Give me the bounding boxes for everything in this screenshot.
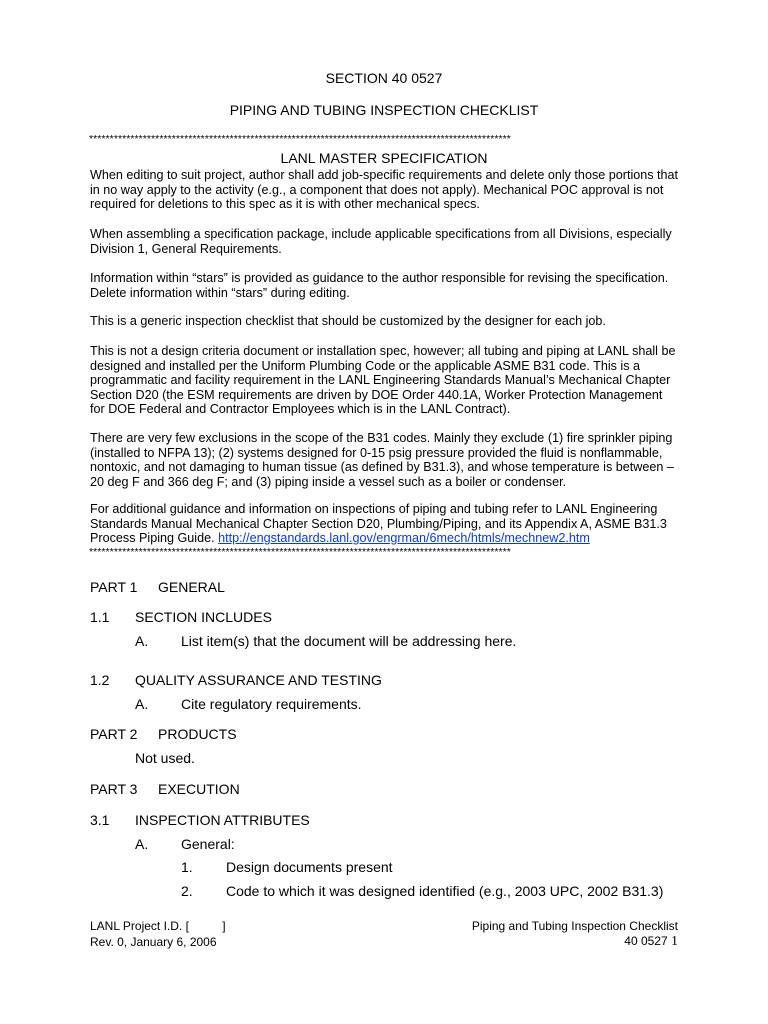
footer-revision: Rev. 0, January 6, 2006: [90, 935, 217, 949]
part-3-title: EXECUTION: [158, 781, 240, 797]
guidance-text: When assembling a specification package, include applicable specifications from all Divisions, especially Division 1, General Requirements.: [90, 227, 672, 256]
footer-project-id: LANL Project I.D. [ ]: [90, 919, 226, 933]
part-1-number: PART 1: [90, 579, 138, 595]
sub-item-text: Design documents present: [226, 859, 393, 875]
section-1-1-number: 1.1: [90, 609, 110, 625]
guidance-text: This is a generic inspection checklist that should be customized by the designer for each job.: [90, 314, 606, 328]
guidance-paragraph-2: [90, 227, 680, 256]
footer-doc-number-line: [624, 934, 678, 950]
item-letter: A.: [135, 633, 149, 649]
guidance-paragraph-7: [90, 502, 680, 546]
item-text: List item(s) that the document will be addressing here.: [181, 633, 517, 649]
guidance-paragraph-5: [90, 344, 680, 417]
part-2-text: Not used.: [135, 750, 195, 766]
sub-item-number: 1.: [181, 859, 193, 875]
sub-item-text: Code to which it was designed identified (e.g., 2003 UPC, 2002 B31.3): [226, 883, 664, 899]
guidance-paragraph-3: [90, 271, 680, 300]
section-1-1-title: SECTION INCLUDES: [135, 609, 272, 625]
footer-doc-title: Piping and Tubing Inspection Checklist: [471, 919, 678, 933]
item-letter: A.: [135, 836, 149, 852]
sub-item-number: 2.: [181, 883, 193, 899]
guidance-text: When editing to suit project, author shall add job-specific requirements and delete only those portions that in no way apply to the activity (e.g., a component that does not apply). Mechanical POC approval is not required for deletions to this spec as it is with other mechanical specs.: [90, 168, 679, 212]
page-number: 1: [671, 934, 678, 949]
section-number: SECTION 40 0527: [325, 70, 443, 86]
section-3-1-number: 3.1: [90, 812, 110, 828]
stars-divider-bottom: ******************************************************************************************************: [89, 546, 511, 558]
master-spec-heading: LANL MASTER SPECIFICATION: [280, 150, 488, 166]
guidance-paragraph-1: [90, 168, 680, 212]
section-3-1-title: INSPECTION ATTRIBUTES: [135, 812, 310, 828]
part-2-number: PART 2: [90, 726, 138, 742]
item-text: General:: [181, 836, 235, 852]
part-2-title: PRODUCTS: [158, 726, 237, 742]
guidance-text: This is not a design criteria document or installation spec, however; all tubing and piping at LANL shall be designed and installed per the Uniform Plumbing Code or the applicable ASME B31 code. This is a programmatic and facility requirement in the LANL Engineering Standards Manual’s Mechanical Chapter Section D20 (the ESM requirements are driven by DOE Order 440.1A, Worker Protection Management for DOE Federal and Contractor Employees which is in the LANL Contract).: [90, 344, 676, 417]
section-1-2-number: 1.2: [90, 672, 110, 688]
part-3-number: PART 3: [90, 781, 138, 797]
item-text: Cite regulatory requirements.: [181, 696, 362, 712]
guidance-text: Information within “stars” is provided as guidance to the author responsible for revising the specification. Delete information within “stars” during editing.: [90, 271, 669, 300]
stars-divider-top: ******************************************************************************************************: [89, 133, 511, 145]
guidance-paragraph-4: [90, 314, 680, 329]
footer-doc-number: 40 0527: [624, 934, 668, 948]
part-1-title: GENERAL: [158, 579, 225, 595]
section-1-2-title: QUALITY ASSURANCE AND TESTING: [135, 672, 382, 688]
guidance-paragraph-6: [90, 431, 680, 489]
engstandards-link[interactable]: http://engstandards.lanl.gov/engrman/6mech/htmls/mechnew2.htm: [218, 531, 590, 546]
item-letter: A.: [135, 696, 149, 712]
page-title: PIPING AND TUBING INSPECTION CHECKLIST: [229, 102, 539, 118]
guidance-text: For additional guidance and information on inspections of piping and tubing refer to LANL Engineering Standards Manual Mechanical Chapter Section D20, Plumbing/Piping, and its Appendix A, ASME B31.3 Process Piping Guide.: [90, 502, 667, 546]
guidance-text: There are very few exclusions in the scope of the B31 codes. Mainly they exclude (1) fire sprinkler piping (installed to NFPA 13); (2) systems designed for 0-15 psig pressure provided the fluid is nonflammable, nontoxic, and not damaging to human tissue (as defined by B31.3), and whose temperature is between – 20 deg F and 366 deg F; and (3) piping inside a vessel such as a boiler or condenser.: [90, 431, 674, 489]
